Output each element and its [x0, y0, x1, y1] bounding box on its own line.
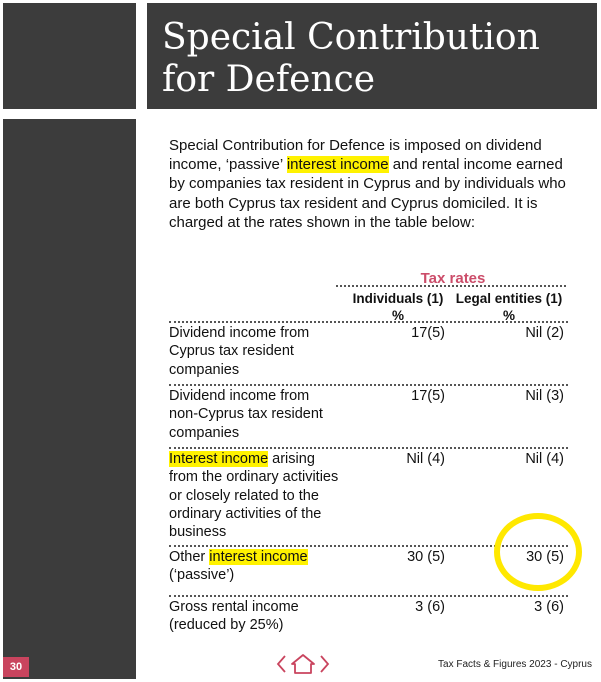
intro-highlight: interest income: [286, 156, 389, 174]
title-line-2: for Defence: [162, 59, 376, 100]
row-label: [169, 598, 339, 635]
page-title: [162, 17, 592, 101]
row-rule: [169, 447, 568, 449]
row-label-text: Gross rental income (reduced by 25%): [169, 599, 299, 634]
footer-text: Tax Facts & Figures 2023 - Cyprus: [438, 659, 592, 670]
row-label: [169, 324, 339, 379]
legal-entities-rate: Nil (4): [525, 451, 564, 467]
intro-text-2: and rental income earned by companies tax resident in Cyprus and by individuals who are both Cyprus tax resident and Cyprus domiciled. It is charged at the rates shown in the table below:: [169, 156, 566, 231]
row-label: [169, 548, 339, 585]
row-label-highlight: Interest income: [169, 451, 269, 467]
row-label-pre: Other: [169, 549, 210, 565]
individuals-rate: 17(5): [411, 388, 445, 404]
column-header-legal-entities: Legal entities (1) %: [455, 291, 563, 323]
page-navigation: [276, 652, 331, 676]
row-label-text: (‘passive’): [169, 567, 235, 584]
header-rule: [336, 285, 566, 287]
page-number: 30: [3, 657, 29, 677]
individuals-rate: Nil (4): [406, 451, 445, 467]
side-panel-top: [3, 3, 136, 109]
row-label: [169, 387, 339, 442]
row-label: [169, 450, 339, 541]
row-rule: [169, 595, 568, 597]
title-line-1: Special Contribution: [162, 17, 540, 58]
intro-text-1: Special Contribution for Defence is imposed on dividend income, ‘passive’: [169, 137, 542, 174]
legal-entities-rate: 30 (5): [526, 549, 564, 565]
column-header-individuals: Individuals (1) %: [352, 291, 444, 323]
chevron-left-icon[interactable]: [278, 656, 285, 672]
side-panel: [3, 119, 136, 679]
legal-entities-rate: Nil (2): [525, 325, 564, 341]
row-label-text: Dividend income from non-Cyprus tax resident companies: [169, 388, 323, 441]
legal-entities-rate: Nil (3): [525, 388, 564, 404]
individuals-rate: 17(5): [411, 325, 445, 341]
row-label-highlight: interest income: [209, 549, 308, 565]
chevron-right-icon[interactable]: [321, 656, 328, 672]
row-rule: [169, 321, 568, 323]
individuals-rate: 3 (6): [415, 599, 445, 615]
highlight-circle-annotation: [494, 513, 582, 591]
row-rule: [169, 384, 568, 386]
row-label-text: arising from the ordinary activities or closely related to the ordinary activities of the business: [169, 451, 339, 541]
home-icon[interactable]: [292, 655, 314, 673]
legal-entities-rate: 3 (6): [534, 599, 564, 615]
tax-rates-header: Tax rates: [420, 270, 486, 287]
intro-paragraph: [169, 136, 577, 232]
individuals-rate: 30 (5): [407, 549, 445, 565]
row-label-text: Dividend income from Cyprus tax resident companies: [169, 325, 310, 378]
